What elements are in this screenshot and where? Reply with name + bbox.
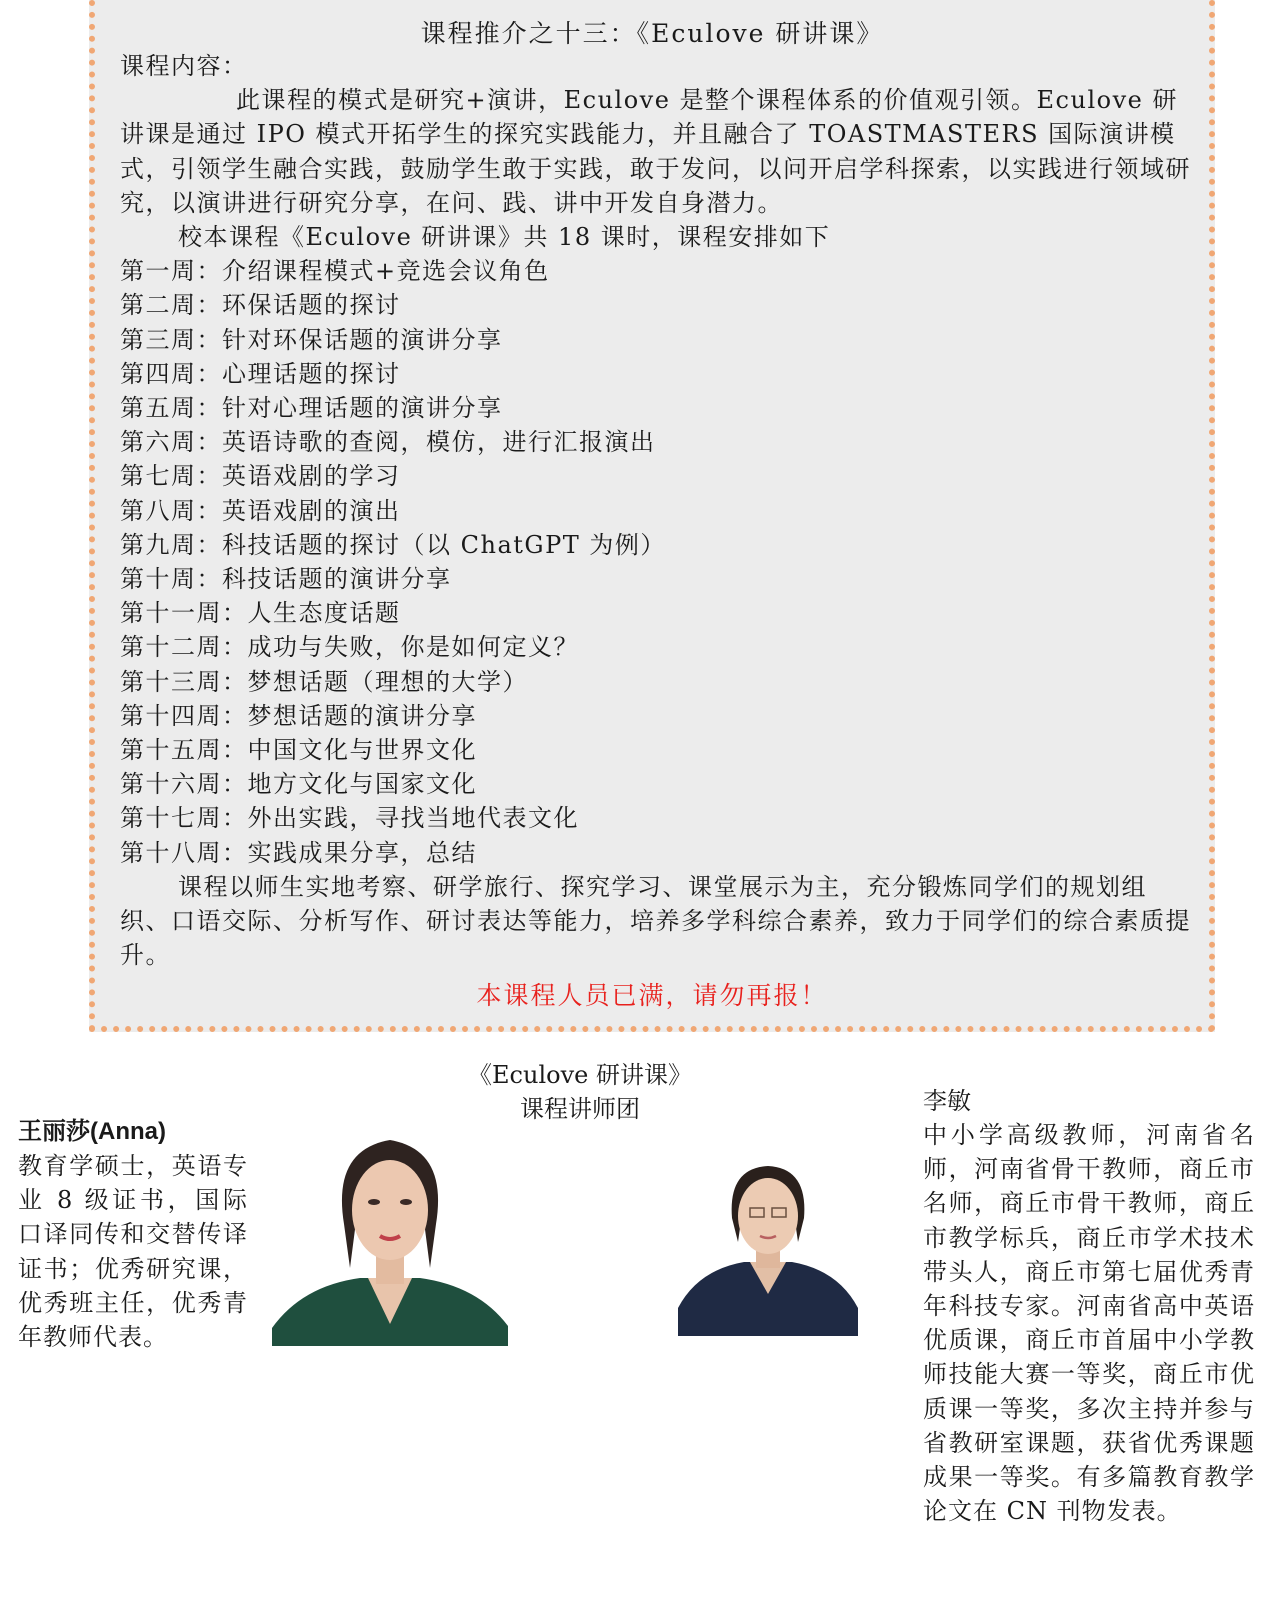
week-item-16: 第十六周：地方文化与国家文化 — [120, 770, 477, 799]
week-schedule-list — [120, 254, 1195, 870]
week-item-18: 第十八周：实践成果分享，总结 — [120, 838, 477, 867]
week-item-7: 第七周：英语戏剧的学习 — [120, 462, 401, 491]
course-intro-paragraph: 此课程的模式是研究+演讲，Eculove 是整个课程体系的价值观引领。Eculove 研讲课是通过 IPO 模式开拓学生的探究实践能力，并且融合了 TOASTMASTERS 国际演讲模式，引领学生融合实践，鼓励学生敢于实践，敢于发问，以问开启学科探索，以实践进行领域研究，以演讲进行研究分享，在问、践、讲中开发自身潜力。 — [120, 86, 1191, 217]
course-summary-paragraph: 课程以师生实地考察、研学旅行、探究学习、课堂展示为主，充分锻炼同学们的规划组织、口语交际、分析写作、研讨表达等能力，培养多学科综合素养，致力于同学们的综合素质提升。 — [120, 872, 1191, 970]
week-item-9: 第九周：科技话题的探讨（以 ChatGPT 为例） — [120, 530, 666, 559]
week-item-12: 第十二周：成功与失败，你是如何定义？ — [120, 633, 579, 662]
week-item-10: 第十周：科技话题的演讲分享 — [120, 565, 452, 594]
week-item-14: 第十四周：梦想话题的演讲分享 — [120, 701, 477, 730]
course-title: 课程推介之十三：《Eculove 研讲课》 — [420, 19, 884, 48]
enrollment-full-notice: 本课程人员已满，请勿再报！ — [476, 981, 828, 1010]
week-item-8: 第八周：英语戏剧的演出 — [120, 496, 401, 525]
teacher-photo-limin — [678, 1158, 858, 1336]
schedule-intro: 校本课程《Eculove 研讲课》共 18 课时，课程安排如下 — [178, 223, 831, 252]
week-item-3: 第三周：针对环保话题的演讲分享 — [120, 325, 503, 354]
course-intro-box — [89, 0, 1215, 1032]
teacher-bio-limin: 中小学高级教师，河南省名师，河南省骨干教师，商丘市名师，商丘市骨干教师，商丘市教学标兵，商丘市学术技术带头人，商丘市第七届优秀青年科技专家。河南省高中英语优质课，商丘市首届中小学教师技能大赛一等奖，商丘市优质课一等奖，多次主持并参与省教研室课题，获省优秀课题成果一等奖。有多篇教育教学论文在 CN 刊物发表。 — [923, 1121, 1255, 1526]
team-heading-course: 《Eculove 研讲课》 — [468, 1061, 692, 1089]
teacher-photo-anna — [272, 1128, 508, 1346]
course-content-label: 课程内容： — [120, 52, 248, 80]
week-item-17: 第十七周：外出实践，寻找当地代表文化 — [120, 804, 579, 833]
week-item-13: 第十三周：梦想话题（理想的大学） — [120, 667, 528, 696]
week-item-6: 第六周：英语诗歌的查阅，模仿，进行汇报演出 — [120, 428, 656, 457]
week-item-5: 第五周：针对心理话题的演讲分享 — [120, 394, 503, 423]
course-body — [120, 49, 1195, 972]
week-item-2: 第二周：环保话题的探讨 — [120, 291, 401, 320]
week-item-4: 第四周：心理话题的探讨 — [120, 359, 401, 388]
teacher-bio-anna: 教育学硕士，英语专业 8 级证书，国际口译同传和交替传译证书；优秀研究课，优秀班主任，优秀青年教师代表。 — [18, 1152, 248, 1352]
week-item-15: 第十五周：中国文化与世界文化 — [120, 736, 477, 765]
week-item-1: 第一周：介绍课程模式+竞选会议角色 — [120, 257, 550, 286]
teacher-team-heading — [420, 1058, 740, 1126]
teacher-name-limin: 李敏 — [923, 1087, 971, 1115]
team-heading-label: 课程讲师团 — [520, 1095, 640, 1123]
teacher-name-anna: 王丽莎(Anna) — [18, 1118, 166, 1145]
week-item-11: 第十一周：人生态度话题 — [120, 599, 401, 628]
